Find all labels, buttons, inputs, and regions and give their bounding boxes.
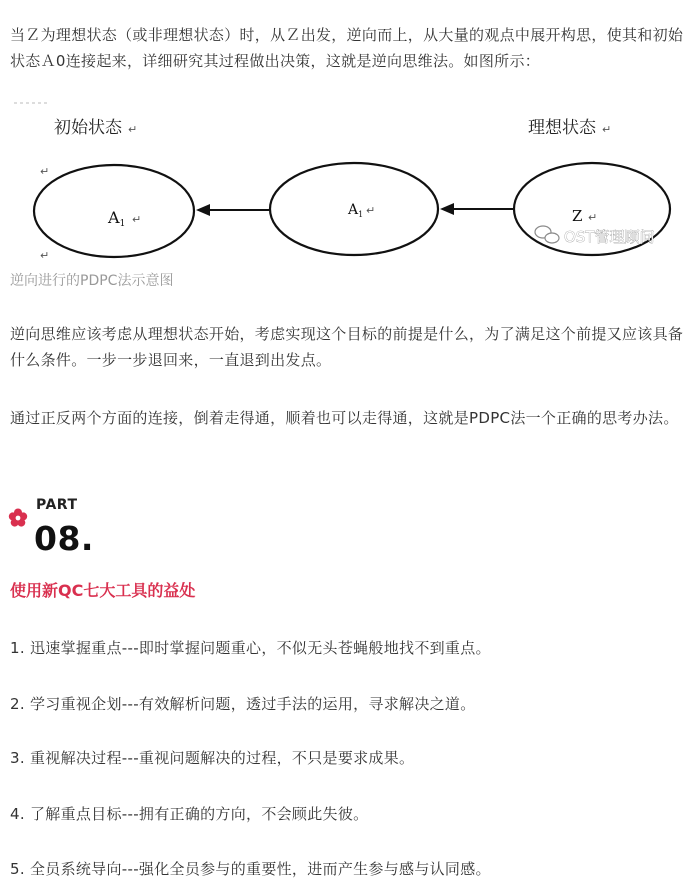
part-number: 08. [34, 519, 94, 558]
label-initial-state: 初始状态 [54, 118, 122, 138]
paragraph-pdpc-method: 通过正反两个方面的连接，倒着走得通，顺着也可以走得通，这就是PDPC法一个正确的思考办法。 [10, 409, 679, 427]
return-mark: ↵ [40, 165, 50, 178]
list-item: 2. 学习重视企划---有效解析问题，透过手法的运用，寻求解决之道。 [10, 695, 476, 713]
watermark-text: OST管理顾问 [564, 228, 655, 246]
list-item: 4. 了解重点目标---拥有正确的方向，不会顾此失彼。 [10, 805, 369, 823]
list-item: 1. 迅速掌握重点---即时掌握问题重心，不似无头苍蝇般地找不到重点。 [10, 639, 491, 657]
arrowhead-left [196, 204, 210, 216]
figure-caption: 逆向进行的PDPC法示意图 [10, 273, 174, 289]
watermark [535, 226, 655, 246]
label-ideal-state: 理想状态 [528, 118, 596, 138]
return-mark: ↵ [366, 204, 376, 217]
node-middle-label: $A_1$ [348, 202, 364, 219]
flower-icon [8, 508, 28, 528]
return-mark: ↵ [132, 213, 142, 226]
return-mark: ↵ [40, 249, 50, 262]
list-item: 3. 重视解决过程---重视问题解决的过程，不只是要求成果。 [10, 749, 415, 767]
arrowhead-middle [440, 203, 454, 215]
list-item: 5. 全员系统导向---强化全员参与的重要性，进而产生参与感与认同感。 [10, 860, 491, 878]
return-mark: ↵ [602, 123, 612, 136]
section-title: 使用新QC七大工具的益处 [10, 581, 196, 600]
pdpc-reverse-diagram [10, 99, 690, 269]
intro-paragraph: 当Ｚ为理想状态（或非理想状态）时，从Ｚ出发，逆向而上，从大量的观点中展开构思，使其和初始状态Ａ0连接起来，详细研究其过程做出决策，这就是逆向思维法。如图所示： [10, 26, 684, 70]
part-label: PART [36, 497, 78, 513]
node-initial-label: A1 [108, 208, 126, 229]
wechat-icon [535, 226, 559, 243]
paragraph-reverse-thinking: 逆向思维应该考虑从理想状态开始，考虑实现这个目标的前提是什么，为了满足这个前提又应该具备什么条件。一步一步退回来，一直退到出发点。 [10, 325, 684, 369]
return-mark: ↵ [588, 211, 598, 224]
return-mark: ↵ [128, 123, 138, 136]
node-ideal-label: Z [572, 207, 583, 225]
